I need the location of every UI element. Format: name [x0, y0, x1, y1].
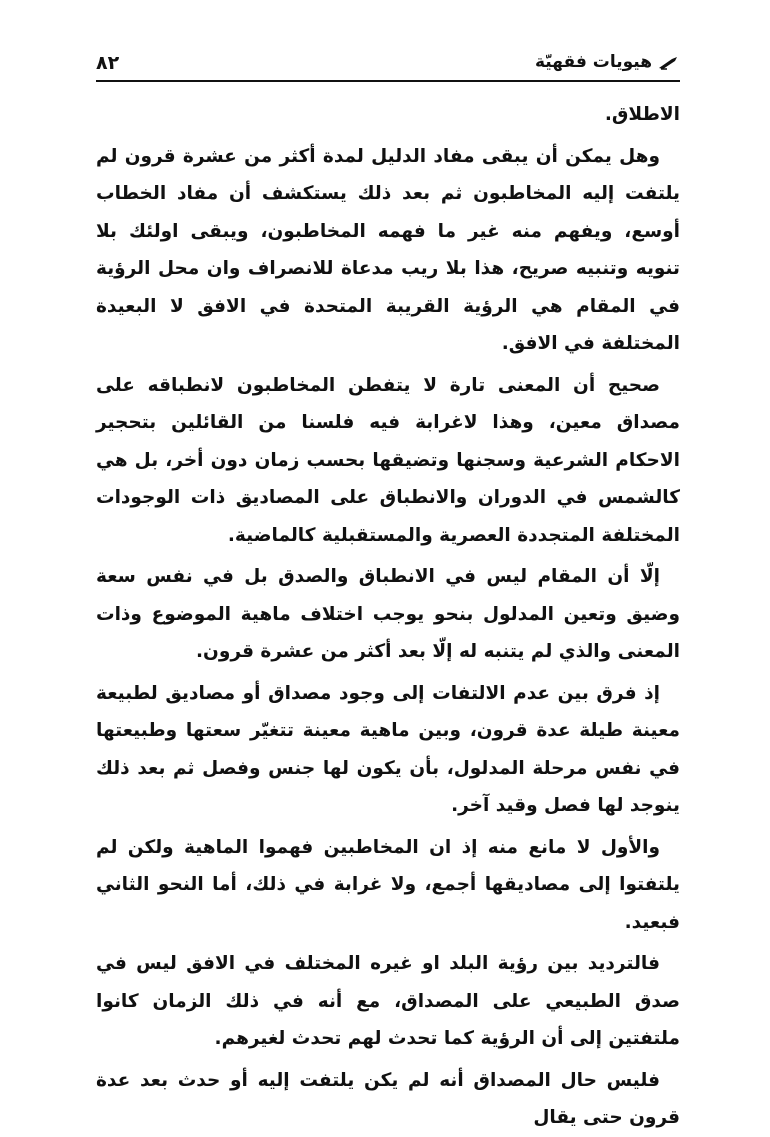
page-header — [96, 50, 680, 80]
paragraph: فليس حال المصداق أنه لم يكن يلتفت إليه أو حدث بعد عدة قرون حتى يقال — [96, 1069, 680, 1128]
paragraph: فالترديد بين رؤية البلد او غيره المختلف في الافق ليس في صدق الطبيعي على المصداق، مع أنه في ذلك الزمان كانوا ملتفتين إلى أن الرؤية كما تحدث لهم تحدث لغيرهم. — [96, 953, 680, 1049]
page-number: ٨٢ — [96, 52, 120, 74]
running-title: هيويات فقهيّة — [535, 52, 652, 72]
paragraph: إذ فرق بين عدم الالتفات إلى وجود مصداق أو مصاديق لطبيعة معينة طيلة عدة قرون، وبين ماهية معينة تتغيّر سعتها وطبيعتها في نفس مرحلة المدلول، بأن يكون لها جنس وفصل ثم بعد ذلك ينوجد لها فصل وقيد آخر. — [96, 682, 680, 816]
body-text — [96, 96, 680, 1137]
header-divider — [96, 80, 680, 82]
pen-icon — [658, 55, 680, 69]
running-title-group — [535, 52, 680, 72]
paragraph: والأول لا مانع منه إذ ان المخاطبين فهموا الماهية ولكن لم يلتفتوا إلى مصاديقها أجمع، ولا غرابة في ذلك، أما النحو الثاني فبعيد. — [96, 836, 680, 933]
paragraph: إلّا أن المقام ليس في الانطباق والصدق بل في نفس سعة وضيق وتعين المدلول بنحو يوجب اختلاف ماهية الموضوع وذات المعنى والذي لم يتنبه له إلّا بعد أكثر من عشرة قرون. — [96, 566, 680, 662]
paragraph: الاطلاق. — [604, 104, 680, 125]
paragraph: وهل يمكن أن يبقى مفاد الدليل لمدة أكثر من عشرة قرون لم يلتفت إليه المخاطبون ثم بعد ذلك يستكشف أن مفاد الخطاب أوسع، ويفهم منه غير ما فهمه المخاطبون، ويبقى اولئك بلا تنويه وتنبيه صريح، هذا بلا ريب مدعاة للانصراف وان محل الرؤية في المقام هي الرؤية القريبة المتحدة في الافق لا البعيدة المختلفة في الافق. — [96, 145, 680, 354]
paragraph: صحيح أن المعنى تارة لا يتفطن المخاطبون لانطباقه على مصداق معين، وهذا لاغرابة فيه فلسنا من القائلين بتحجير الاحكام الشرعية وسجنها وتضيقها بحسب زمان دون أخر، بل هي كالشمس في الدوران والانطباق على المصاديق ذات الوجودات المختلفة المتجددة العصرية والمستقبلية كالماضية. — [96, 374, 680, 546]
